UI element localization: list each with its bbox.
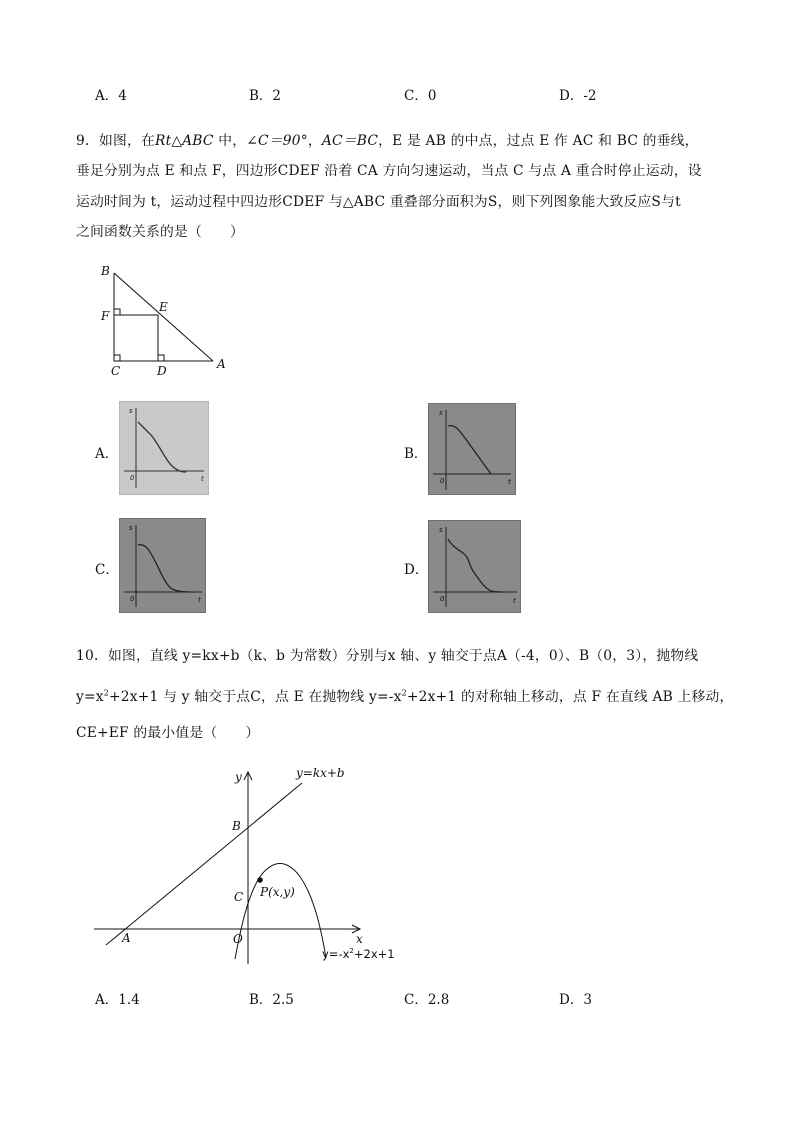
choice-c: C．2.8 — [404, 992, 450, 1008]
parabola — [235, 864, 326, 960]
label-e: E — [159, 300, 168, 314]
q9-line-2: 垂足分别为点 E 和点 F，四边形CDEF 沿着 CA 方向匀速运动，当点 C 与点 A 重合时停止运动，设 — [76, 163, 702, 179]
option-b-label: B． — [404, 446, 428, 462]
axis-t: t — [201, 475, 204, 483]
label-y-axis: y — [235, 770, 242, 784]
line-ab — [106, 783, 302, 945]
option-c-graph — [119, 518, 206, 613]
q10-line-1 — [76, 644, 698, 664]
option-a-label: A． — [95, 446, 119, 462]
label-line: y=kx+b — [296, 766, 345, 780]
q9-text: 中， — [213, 133, 247, 149]
option-d-graph — [428, 520, 521, 613]
q10-text: +2x+1 与 y 轴交于点C，点 E 在抛物线 y=-x — [109, 689, 402, 705]
q10-line-3: CE+EF 的最小值是（ ） — [76, 725, 260, 741]
q9-text: 如图，在 — [98, 133, 155, 149]
right-angle-mark — [114, 355, 120, 361]
point-p — [257, 877, 263, 883]
choice-a: A．1.4 — [95, 992, 140, 1008]
q9-text: ， — [307, 133, 322, 149]
label-b: B — [101, 264, 110, 278]
option-c-label: C． — [95, 562, 119, 578]
q10-figure — [90, 762, 400, 972]
q10-text: 如图，直线 y=kx+b（k、b 为常数）分别与x 轴、y 轴交于点A（-4，0）、B（0，3），抛物线 — [107, 648, 699, 664]
label-parabola: $y=-x^2+2x+1$ — [322, 947, 395, 961]
axis-s: s — [129, 524, 133, 532]
superscript: 2 — [103, 688, 110, 698]
origin: 0 — [130, 595, 135, 603]
axis-t: t — [198, 596, 201, 604]
label-d: D — [157, 364, 167, 378]
segment-ab — [114, 273, 213, 361]
label-a: A — [217, 357, 226, 371]
q9-line-4: 之间函数关系的是（ ） — [76, 224, 244, 240]
axis-s: s — [439, 526, 443, 534]
label-x-axis: x — [356, 932, 363, 946]
choice-a: A．4 — [95, 88, 127, 104]
q10-text: y=x — [76, 689, 104, 705]
axis-t: t — [508, 478, 511, 486]
axis-t: t — [513, 597, 516, 605]
choice-d: D．-2 — [559, 88, 597, 104]
choice-c: C．0 — [404, 88, 437, 104]
label-b: B — [232, 819, 241, 833]
q9-angle: ∠C＝90° — [246, 133, 308, 149]
q9-equation: AC＝BC — [321, 133, 379, 149]
option-b-graph — [428, 403, 516, 495]
q9-line-3: 运动时间为 t，运动过程中四边形CDEF 与△ABC 重叠部分面积为S，则下列图象能大致反应S与t — [76, 194, 681, 210]
label-c: C — [234, 890, 244, 904]
origin: 0 — [440, 477, 445, 485]
choice-b: B．2 — [249, 88, 282, 104]
axis-s: s — [129, 407, 133, 415]
right-angle-mark — [158, 355, 164, 361]
q9-number: 9． — [76, 133, 99, 149]
label-a: A — [122, 931, 131, 945]
label-o: O — [233, 932, 243, 946]
superscript: 2 — [401, 688, 407, 698]
q9-triangle: Rt△ABC — [154, 133, 214, 149]
origin: 0 — [130, 474, 135, 482]
q10-text: +2x+1 的对称轴上移动，点 F 在直线 AB 上移动， — [406, 689, 734, 705]
q9-text: ，E 是 AB 的中点，过点 E 作 AC 和 BC 的垂线， — [378, 133, 699, 149]
right-angle-mark — [114, 309, 120, 315]
q9-triangle-figure — [95, 258, 245, 378]
option-a-graph — [119, 401, 209, 495]
label-c: C — [111, 364, 121, 378]
square-cdef — [114, 315, 158, 361]
choice-b: B．2.5 — [249, 992, 294, 1008]
q10-number: 10． — [76, 648, 108, 664]
axis-s: s — [439, 409, 443, 417]
q10-line-2 — [76, 685, 734, 705]
option-d-label: D． — [404, 562, 429, 578]
label-p: P(x,y) — [260, 885, 295, 899]
label-f: F — [101, 309, 110, 323]
origin: 0 — [440, 595, 445, 603]
q9-line-1 — [76, 129, 699, 149]
choice-d: D．3 — [559, 992, 592, 1008]
